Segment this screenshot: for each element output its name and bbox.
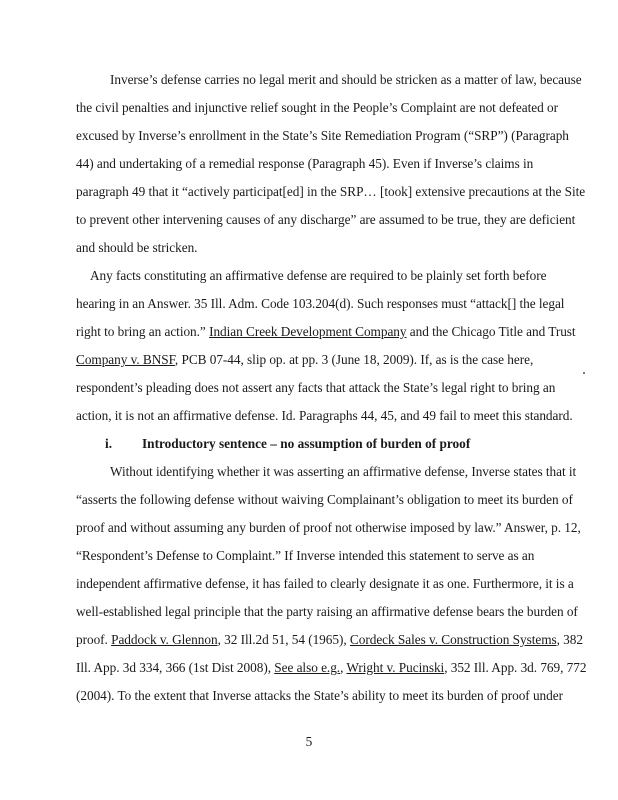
case-citation-indian-creek: Indian Creek Development Company — [209, 324, 407, 339]
paragraph-3-line-6: well-established legal principle that the party raising an affirmative defense bears the burden of — [76, 604, 578, 619]
paragraph-3-line-3: proof and without assuming any burden of proof not otherwise imposed by law.” Answer, p. 12, — [76, 520, 581, 535]
signal-see-also: See also e.g. — [274, 660, 341, 675]
text-run: right to bring an action.” — [76, 324, 210, 339]
text-run: , 352 Ill. App. 3d. 769, 772 — [444, 660, 587, 675]
paragraph-2-line-2: hearing in an Answer. 35 Ill. Adm. Code 103.204(d). Such responses must “attack[] the legal — [76, 296, 565, 311]
paragraph-1-line-2: the civil penalties and injunctive relief sought in the People’s Complaint are not defeated or — [76, 100, 558, 115]
paragraph-1-line-7: and should be stricken. — [76, 240, 198, 255]
paragraph-1-line-3: excused by Inverse’s enrollment in the State’s Site Remediation Program (“SRP”) (Paragraph — [76, 128, 569, 143]
paragraph-1-line-4: 44) and undertaking of a remedial response (Paragraph 45). Even if Inverse’s claims in — [76, 156, 534, 171]
case-citation-bnsf: Company v. BNSF — [76, 352, 175, 367]
paragraph-2-line-5: respondent’s pleading does not assert any facts that attack the State’s legal right to bring an — [76, 380, 556, 395]
paragraph-3-line-7 — [76, 632, 583, 648]
paragraph-3-line-4: “Respondent’s Defense to Complaint.” If Inverse intended this statement to serve as an — [76, 548, 535, 563]
text-run: , 32 Ill.2d 51, 54 (1965), — [217, 632, 350, 647]
paragraph-1-line-5: paragraph 49 that it “actively participat[ed] in the SRP… [took] extensive precautions at the Site — [76, 184, 586, 199]
paragraph-3-line-2: “asserts the following defense without waiving Complainant’s obligation to meet its burden of — [76, 492, 573, 507]
text-run: , — [340, 660, 347, 675]
paragraph-1-line-6: to prevent other intervening causes of any discharge” are assumed to be true, they are deficient — [76, 212, 576, 227]
paragraph-2-line-4 — [76, 352, 533, 368]
text-run: and the Chicago Title and Trust — [406, 324, 576, 339]
paragraph-3-line-9: (2004). To the extent that Inverse attacks the State’s ability to meet its burden of proof under — [76, 688, 563, 703]
paragraph-2-line-3 — [76, 324, 576, 340]
text-run: Ill. App. 3d 334, 366 (1st Dist 2008), — [76, 660, 275, 675]
page-number: 5 — [305, 734, 313, 749]
case-citation-wright: Wright v. Pucinski — [346, 660, 445, 675]
text-run: , PCB 07-44, slip op. at pp. 3 (June 18, 2009). If, as is the case here, — [174, 352, 534, 367]
section-heading: Introductory sentence – no assumption of burden of proof — [142, 436, 471, 451]
text-run: proof. — [76, 632, 112, 647]
section-number: i. — [105, 436, 113, 451]
paragraph-3-line-8 — [76, 660, 586, 676]
scan-speck — [583, 372, 585, 374]
case-citation-cordeck: Cordeck Sales v. Construction Systems — [349, 632, 557, 647]
text-run: , 382 — [556, 632, 583, 647]
paragraph-1-line-1: Inverse’s defense carries no legal merit and should be stricken as a matter of law, because — [110, 72, 582, 87]
paragraph-3-line-5: independent affirmative defense, it has failed to clearly designate it as one. Furthermore, it is a — [76, 576, 574, 591]
paragraph-2-line-6: action, it is not an affirmative defense. Id. Paragraphs 44, 45, and 49 fail to meet this standard. — [76, 408, 573, 423]
paragraph-3-line-1: Without identifying whether it was asserting an affirmative defense, Inverse states that it — [110, 464, 577, 479]
case-citation-paddock: Paddock v. Glennon — [111, 632, 218, 647]
paragraph-2-line-1: Any facts constituting an affirmative defense are required to be plainly set forth before — [90, 268, 547, 283]
